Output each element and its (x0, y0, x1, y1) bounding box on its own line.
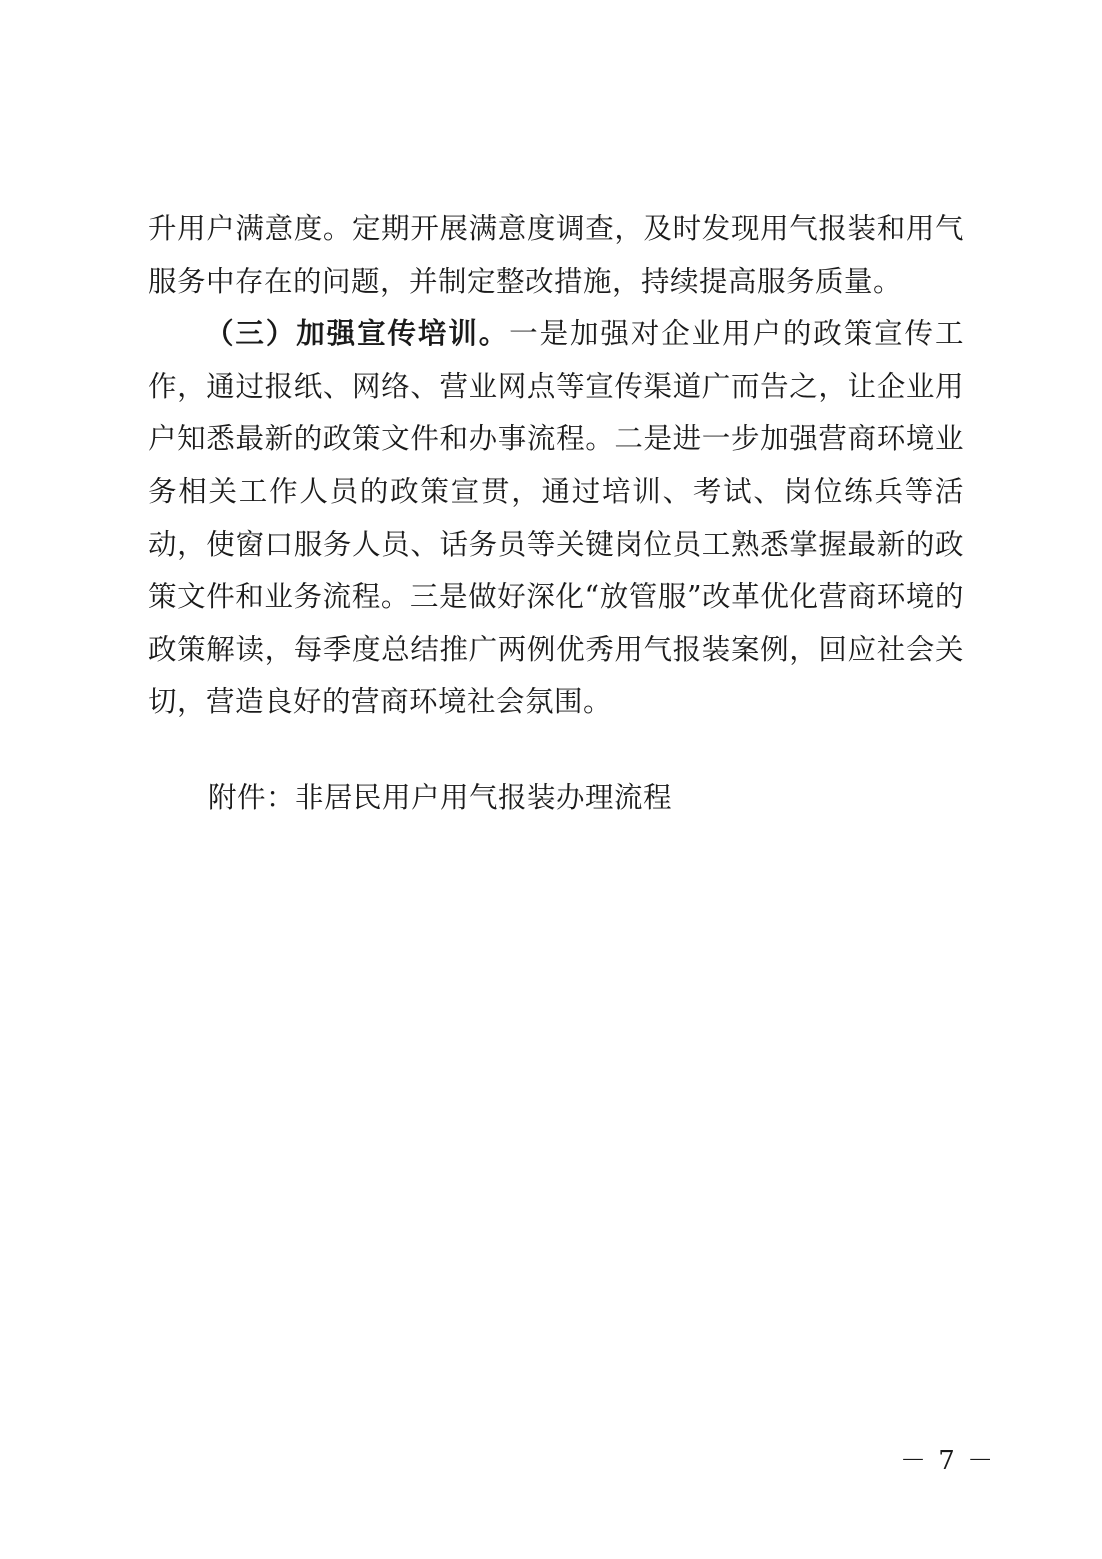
paragraph-body: 一是加强对企业用户的政策宣传工作，通过报纸、网络、营业网点等宣传渠道广而告之，让企业用户知悉最新的政策文件和办事流程。二是进一步加强营商环境业务相关工作人员的政策宣贯，通过培训、考试、岗位练兵等活动，使窗口服务人员、话务员等关键岗位员工熟悉掌握最新的政策文件和业务流程。三是做好深化“放管服”改革优化营商环境的政策解读，每季度总结推广两例优秀用气报装案例，回应社会关切，营造良好的营商环境社会氛围。 (148, 317, 964, 719)
paragraph-publicity-training (148, 308, 964, 729)
paragraph-continuation: 升用户满意度。定期开展满意度调查，及时发现用气报装和用气服务中存在的问题，并制定整改措施，持续提高服务质量。 (148, 212, 964, 298)
page-number: － 7 － (900, 1446, 996, 1476)
section-heading: （三）加强宣传培训。 (205, 317, 510, 351)
attachment-line: 附件：非居民用户用气报装办理流程 (208, 781, 673, 814)
body-text (148, 203, 964, 729)
